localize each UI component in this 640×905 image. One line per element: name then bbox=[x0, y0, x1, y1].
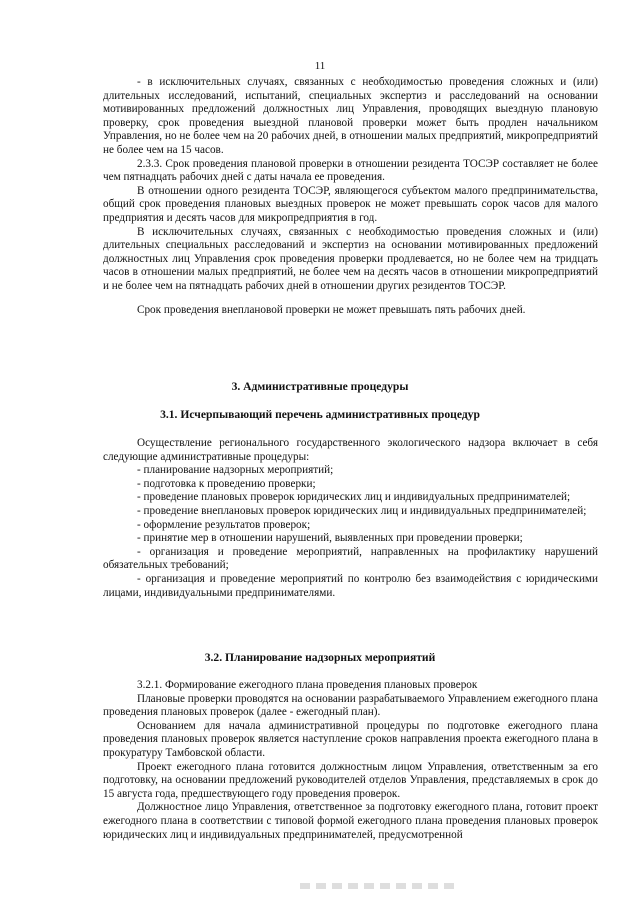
paragraph-unscheduled: Срок проведения внеплановой проверки не может превышать пять рабочих дней. bbox=[137, 303, 526, 316]
list-item: - подготовка к проведению проверки; bbox=[137, 477, 316, 490]
paragraph-extension: В исключительных случаях, связанных с необходимостью проведения сложных и (или) длительных специальных расследований и экспертиз на основании мотивированных предложений должностных лиц Управления срок проведения проверки продлевается, но не более чем на тридцать часов в отношении малых предприятий, не более чем на десять часов в отношении микропредприятий и не более чем на пятнадцать рабочих дней в отношении других резидентов ТОСЭР. bbox=[103, 225, 598, 292]
paragraph-2-3-3: 2.3.3. Срок проведения плановой проверки в отношении резидента ТОСЭР составляет не более чем пятнадцать рабочих дней с даты начала ее проведения. bbox=[103, 157, 598, 184]
paragraph-exceptional-cases: - в исключительных случаях, связанных с необходимостью проведения сложных и (или) длительных исследований, испытаний, специальных экспертиз и расследований на основании мотивированных предложений должностных лиц Управления, проводящих выездную плановую проверку, срок проведения выездной плановой проверки может быть продлен начальником Управления, но не более чем на 20 рабочих дней, в отношении малых предприятий, микропредприятий не более чем на 15 часов. bbox=[103, 76, 598, 156]
list-item: - оформление результатов проверок; bbox=[137, 518, 311, 531]
page-number: 11 bbox=[314, 60, 326, 72]
list-item: - организация и проведение мероприятий, направленных на профилактику нарушений обязательных требований; bbox=[103, 545, 598, 572]
paragraph-responsible-official: Должностное лицо Управления, ответственное за подготовку ежегодного плана, готовит проект ежегодного плана в соответствии с типовой формой ежегодного плана проведения плановых проверок юридических лиц и индивидуальных предпринимателей, предусмотренной bbox=[103, 801, 598, 841]
list-item: - проведение плановых проверок юридических лиц и индивидуальных предпринимателей; bbox=[137, 491, 571, 504]
list-item: - планирование надзорных мероприятий; bbox=[137, 464, 334, 477]
list-item: - проведение внеплановых проверок юридических лиц и индивидуальных предпринимателей; bbox=[137, 504, 587, 517]
paragraph-procedure-basis: Основанием для начала административной процедуры по подготовке ежегодного плана проведения плановых проверок является наступление сроков направления проекта ежегодного плана в прокуратуру Тамбовской области. bbox=[103, 719, 598, 759]
paragraph-draft-plan: Проект ежегодного плана готовится должностным лицом Управления, ответственным за его подготовку, на основании предложений руководителей отделов Управления, представляемых в срок до 15 августа года, предшествующего году проведения проверок. bbox=[103, 760, 598, 800]
planning-section bbox=[103, 679, 598, 842]
section-3-heading: 3. Административные процедуры bbox=[231, 380, 409, 393]
paragraph-small-business: В отношении одного резидента ТОСЭР, являющегося субъектом малого предпринимательства, общий срок проведения плановых выездных проверок не может превышать сорок часов для малого предприятия и десять часов для микропредприятия в год. bbox=[103, 184, 598, 224]
section-3-2-heading: 3.2. Планирование надзорных мероприятий bbox=[204, 651, 436, 664]
procedures-list-section bbox=[103, 437, 598, 600]
procedures-intro: Осуществление регионального государственного экологического надзора включает в себя следующие административные процедуры: bbox=[103, 437, 598, 463]
list-item: - принятие мер в отношении нарушений, выявленных при проведении проверки; bbox=[137, 532, 523, 545]
intro-section bbox=[103, 76, 598, 317]
scan-artifact bbox=[300, 883, 460, 889]
paragraph-3-2-1: 3.2.1. Формирование ежегодного плана проведения плановых проверок bbox=[137, 679, 478, 691]
paragraph-scheduled-basis: Плановые проверки проводятся на основании разрабатываемого Управлением ежегодного плана проведения плановых проверок (далее - ежегодный план). bbox=[103, 692, 598, 719]
section-3-1-heading: 3.1. Исчерпывающий перечень административных процедур bbox=[160, 408, 480, 421]
list-item: - организация и проведение мероприятий по контролю без взаимодействия с юридическими лицами, индивидуальными предпринимателями. bbox=[103, 572, 598, 599]
